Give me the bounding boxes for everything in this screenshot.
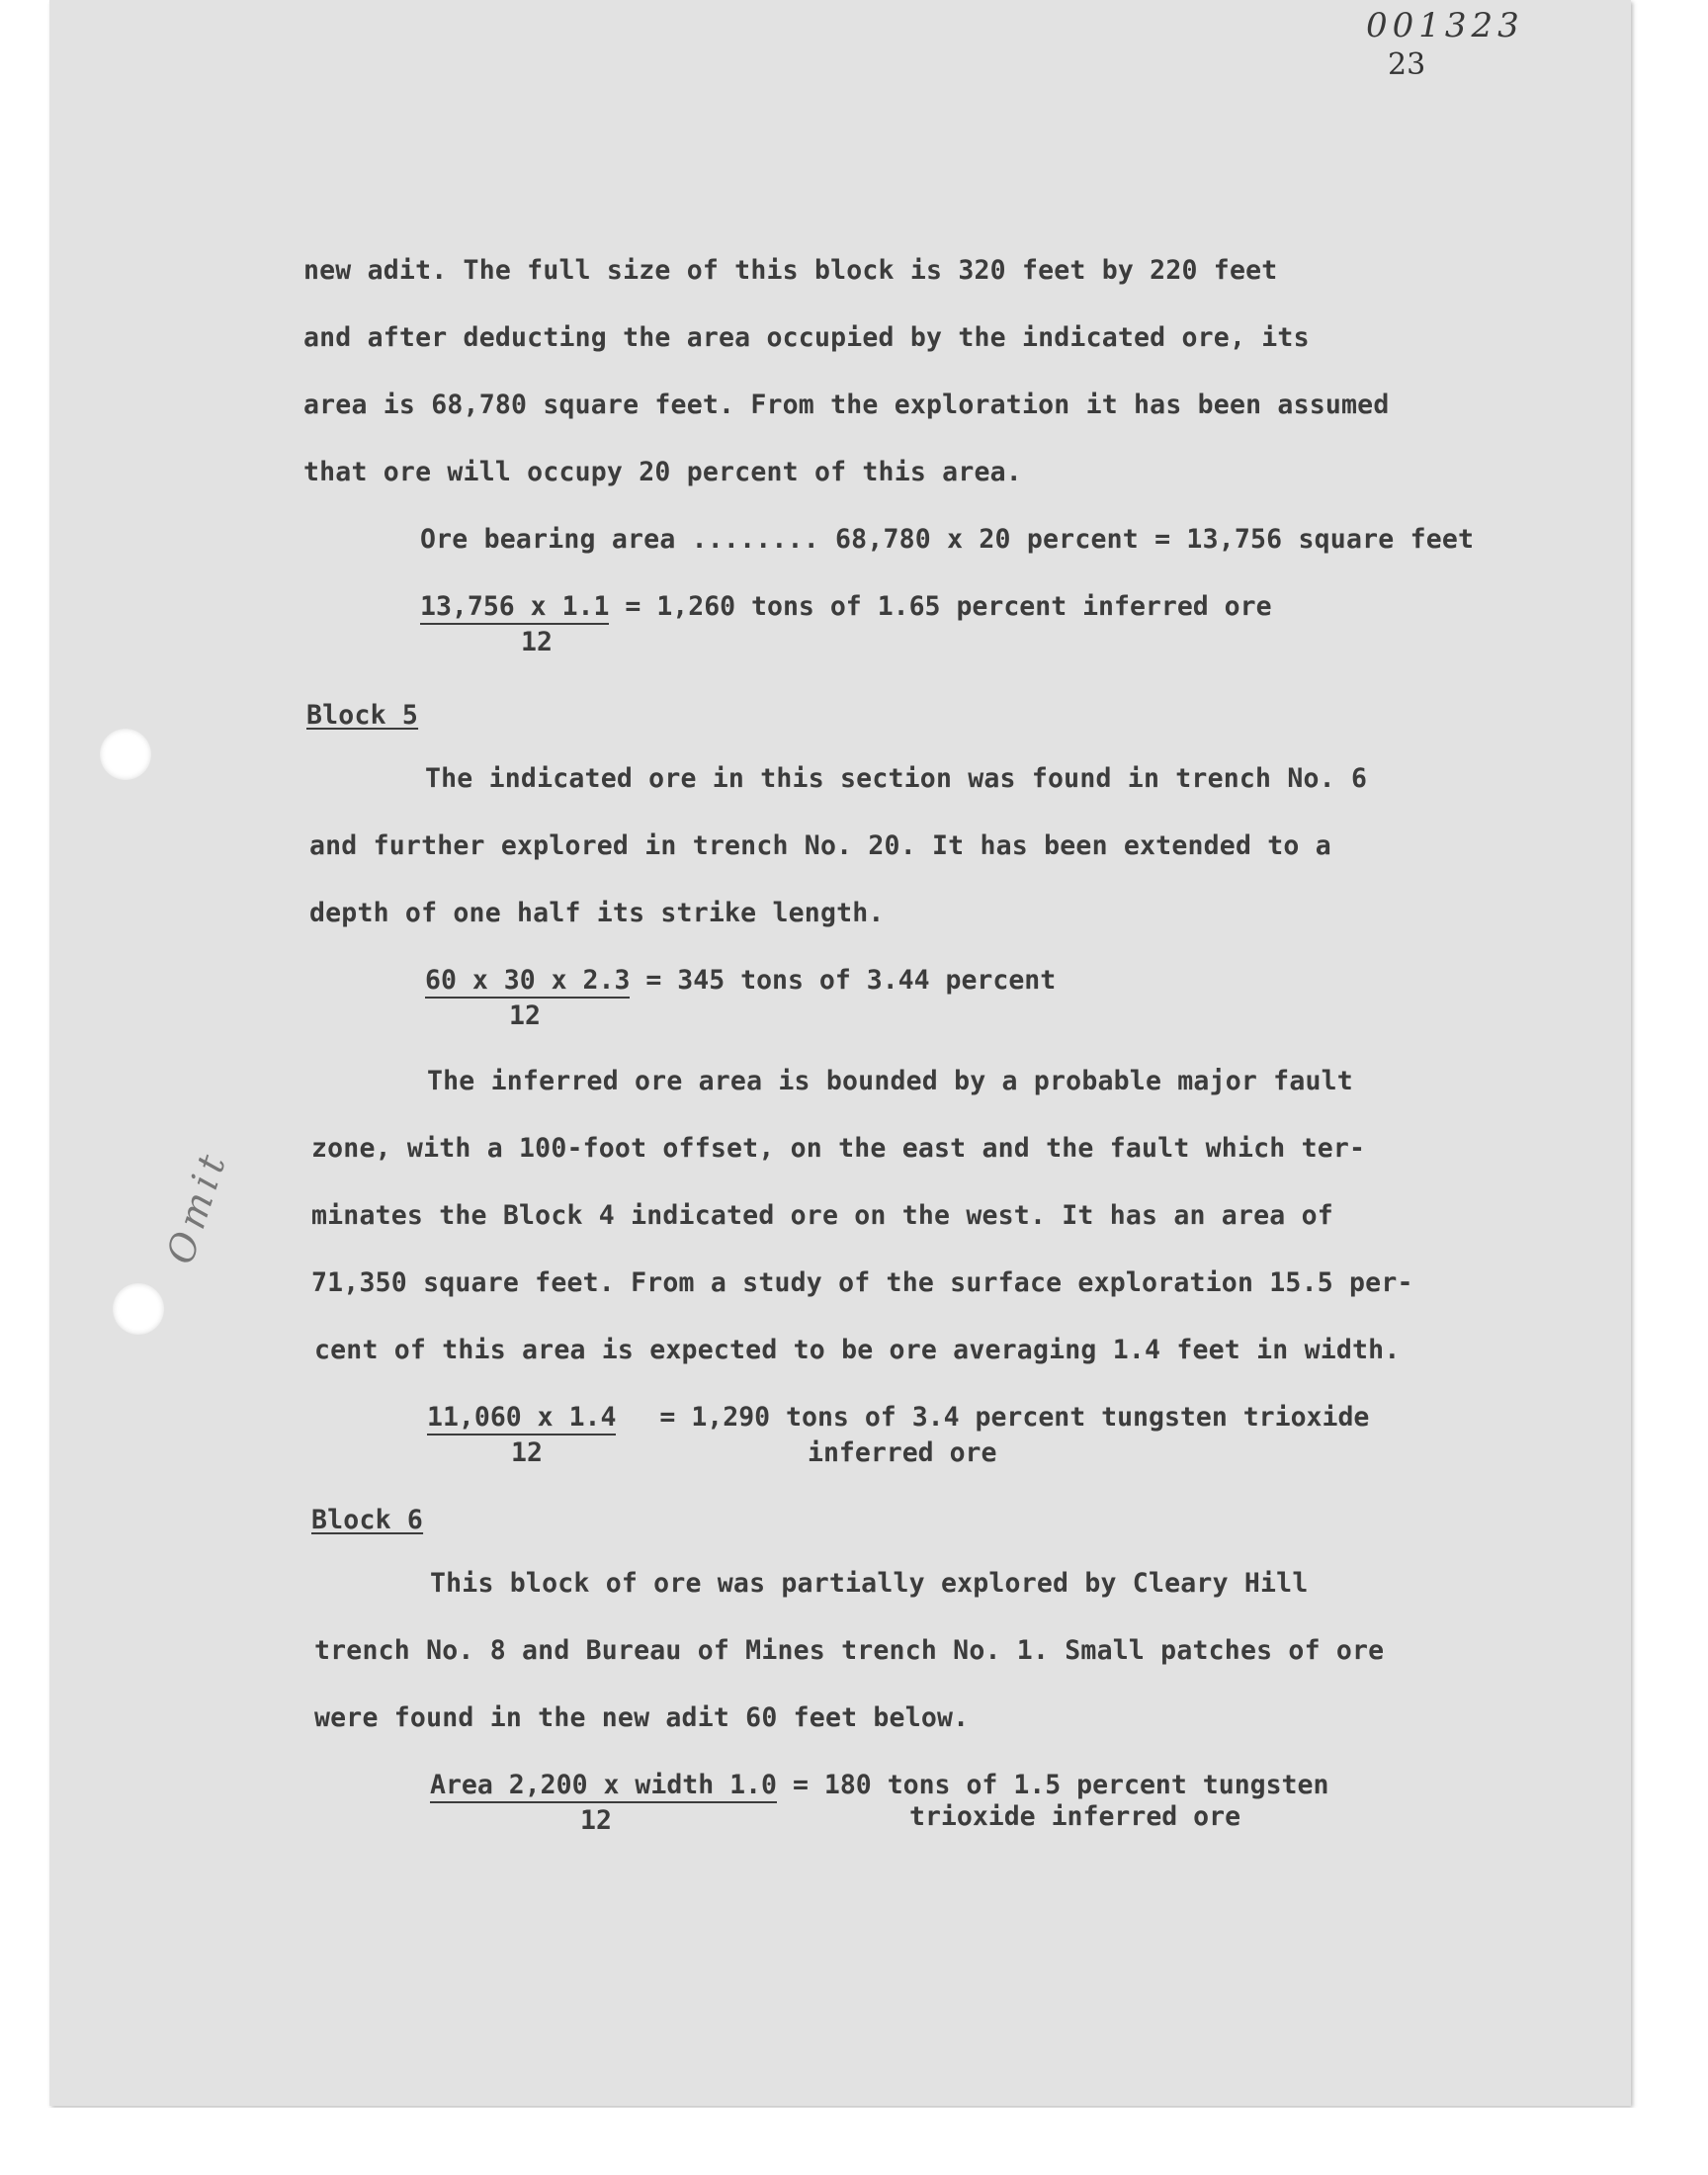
equation-result: = 345 tons of 3.44 percent <box>645 965 1057 996</box>
paragraph-line: area is 68,780 square feet. From the exploration it has been assumed <box>303 390 1390 420</box>
equation-result: = 1,290 tons of 3.4 percent tungsten trioxide <box>659 1402 1370 1433</box>
paragraph-line: zone, with a 100-foot offset, on the east and the fault which ter- <box>311 1133 1366 1164</box>
paragraph-line: trench No. 8 and Bureau of Mines trench No. 1. Small patches of ore <box>314 1635 1385 1666</box>
equation-result-continued: trioxide inferred ore <box>909 1801 1241 1832</box>
equation-numerator: 13,756 x 1.1 <box>420 591 609 625</box>
paragraph-line: The indicated ore in this section was found in trench No. 6 <box>425 763 1368 794</box>
equation-result: = 180 tons of 1.5 percent tungsten <box>792 1770 1329 1800</box>
equation-denominator: 12 <box>521 627 553 657</box>
paragraph-line: cent of this area is expected to be ore averaging 1.4 feet in width. <box>314 1335 1401 1365</box>
equation-denominator: 12 <box>511 1437 543 1468</box>
equation-numerator: 11,060 x 1.4 <box>427 1402 616 1436</box>
equation-denominator: 12 <box>580 1805 612 1836</box>
paragraph-line: The inferred ore area is bounded by a probable major fault <box>427 1066 1353 1096</box>
equation <box>420 591 1272 657</box>
equation-numerator: 60 x 30 x 2.3 <box>425 965 630 999</box>
equation-denominator: 12 <box>509 1000 541 1031</box>
ore-bearing-area-calc: Ore bearing area ........ 68,780 x 20 percent = 13,756 square feet <box>420 524 1475 555</box>
paragraph-line: minates the Block 4 indicated ore on the west. It has an area of <box>311 1200 1333 1231</box>
document-stamp-number: 001323 <box>1366 6 1524 45</box>
equation-numerator: Area 2,200 x width 1.0 <box>430 1770 777 1803</box>
scan-border <box>0 2108 1708 2175</box>
equation <box>430 1770 1329 1836</box>
paragraph-line: and after deducting the area occupied by the indicated ore, its <box>303 322 1310 353</box>
punch-hole-bottom <box>113 1283 164 1335</box>
paragraph-line: and further explored in trench No. 20. It has been extended to a <box>309 830 1331 861</box>
handwritten-margin-note: Omit <box>158 1144 236 1269</box>
punch-hole-top <box>100 729 151 780</box>
equation <box>427 1402 1370 1468</box>
paragraph-line: 71,350 square feet. From a study of the surface exploration 15.5 per- <box>311 1267 1413 1298</box>
equation <box>425 965 1057 1031</box>
paragraph-line: This block of ore was partially explored by Cleary Hill <box>430 1568 1309 1599</box>
equation-result: = 1,260 tons of 1.65 percent inferred ore <box>625 591 1272 622</box>
paragraph-line: depth of one half its strike length. <box>309 898 885 928</box>
paragraph-line: new adit. The full size of this block is 320 feet by 220 feet <box>303 255 1278 286</box>
section-heading-block-5: Block 5 <box>306 700 419 731</box>
equation-result-continued: inferred ore <box>808 1437 997 1468</box>
section-heading-block-6: Block 6 <box>311 1505 424 1535</box>
paragraph-line: that ore will occupy 20 percent of this area. <box>303 457 1022 487</box>
paragraph-line: were found in the new adit 60 feet below. <box>314 1702 970 1733</box>
page-number: 23 <box>1388 47 1426 82</box>
